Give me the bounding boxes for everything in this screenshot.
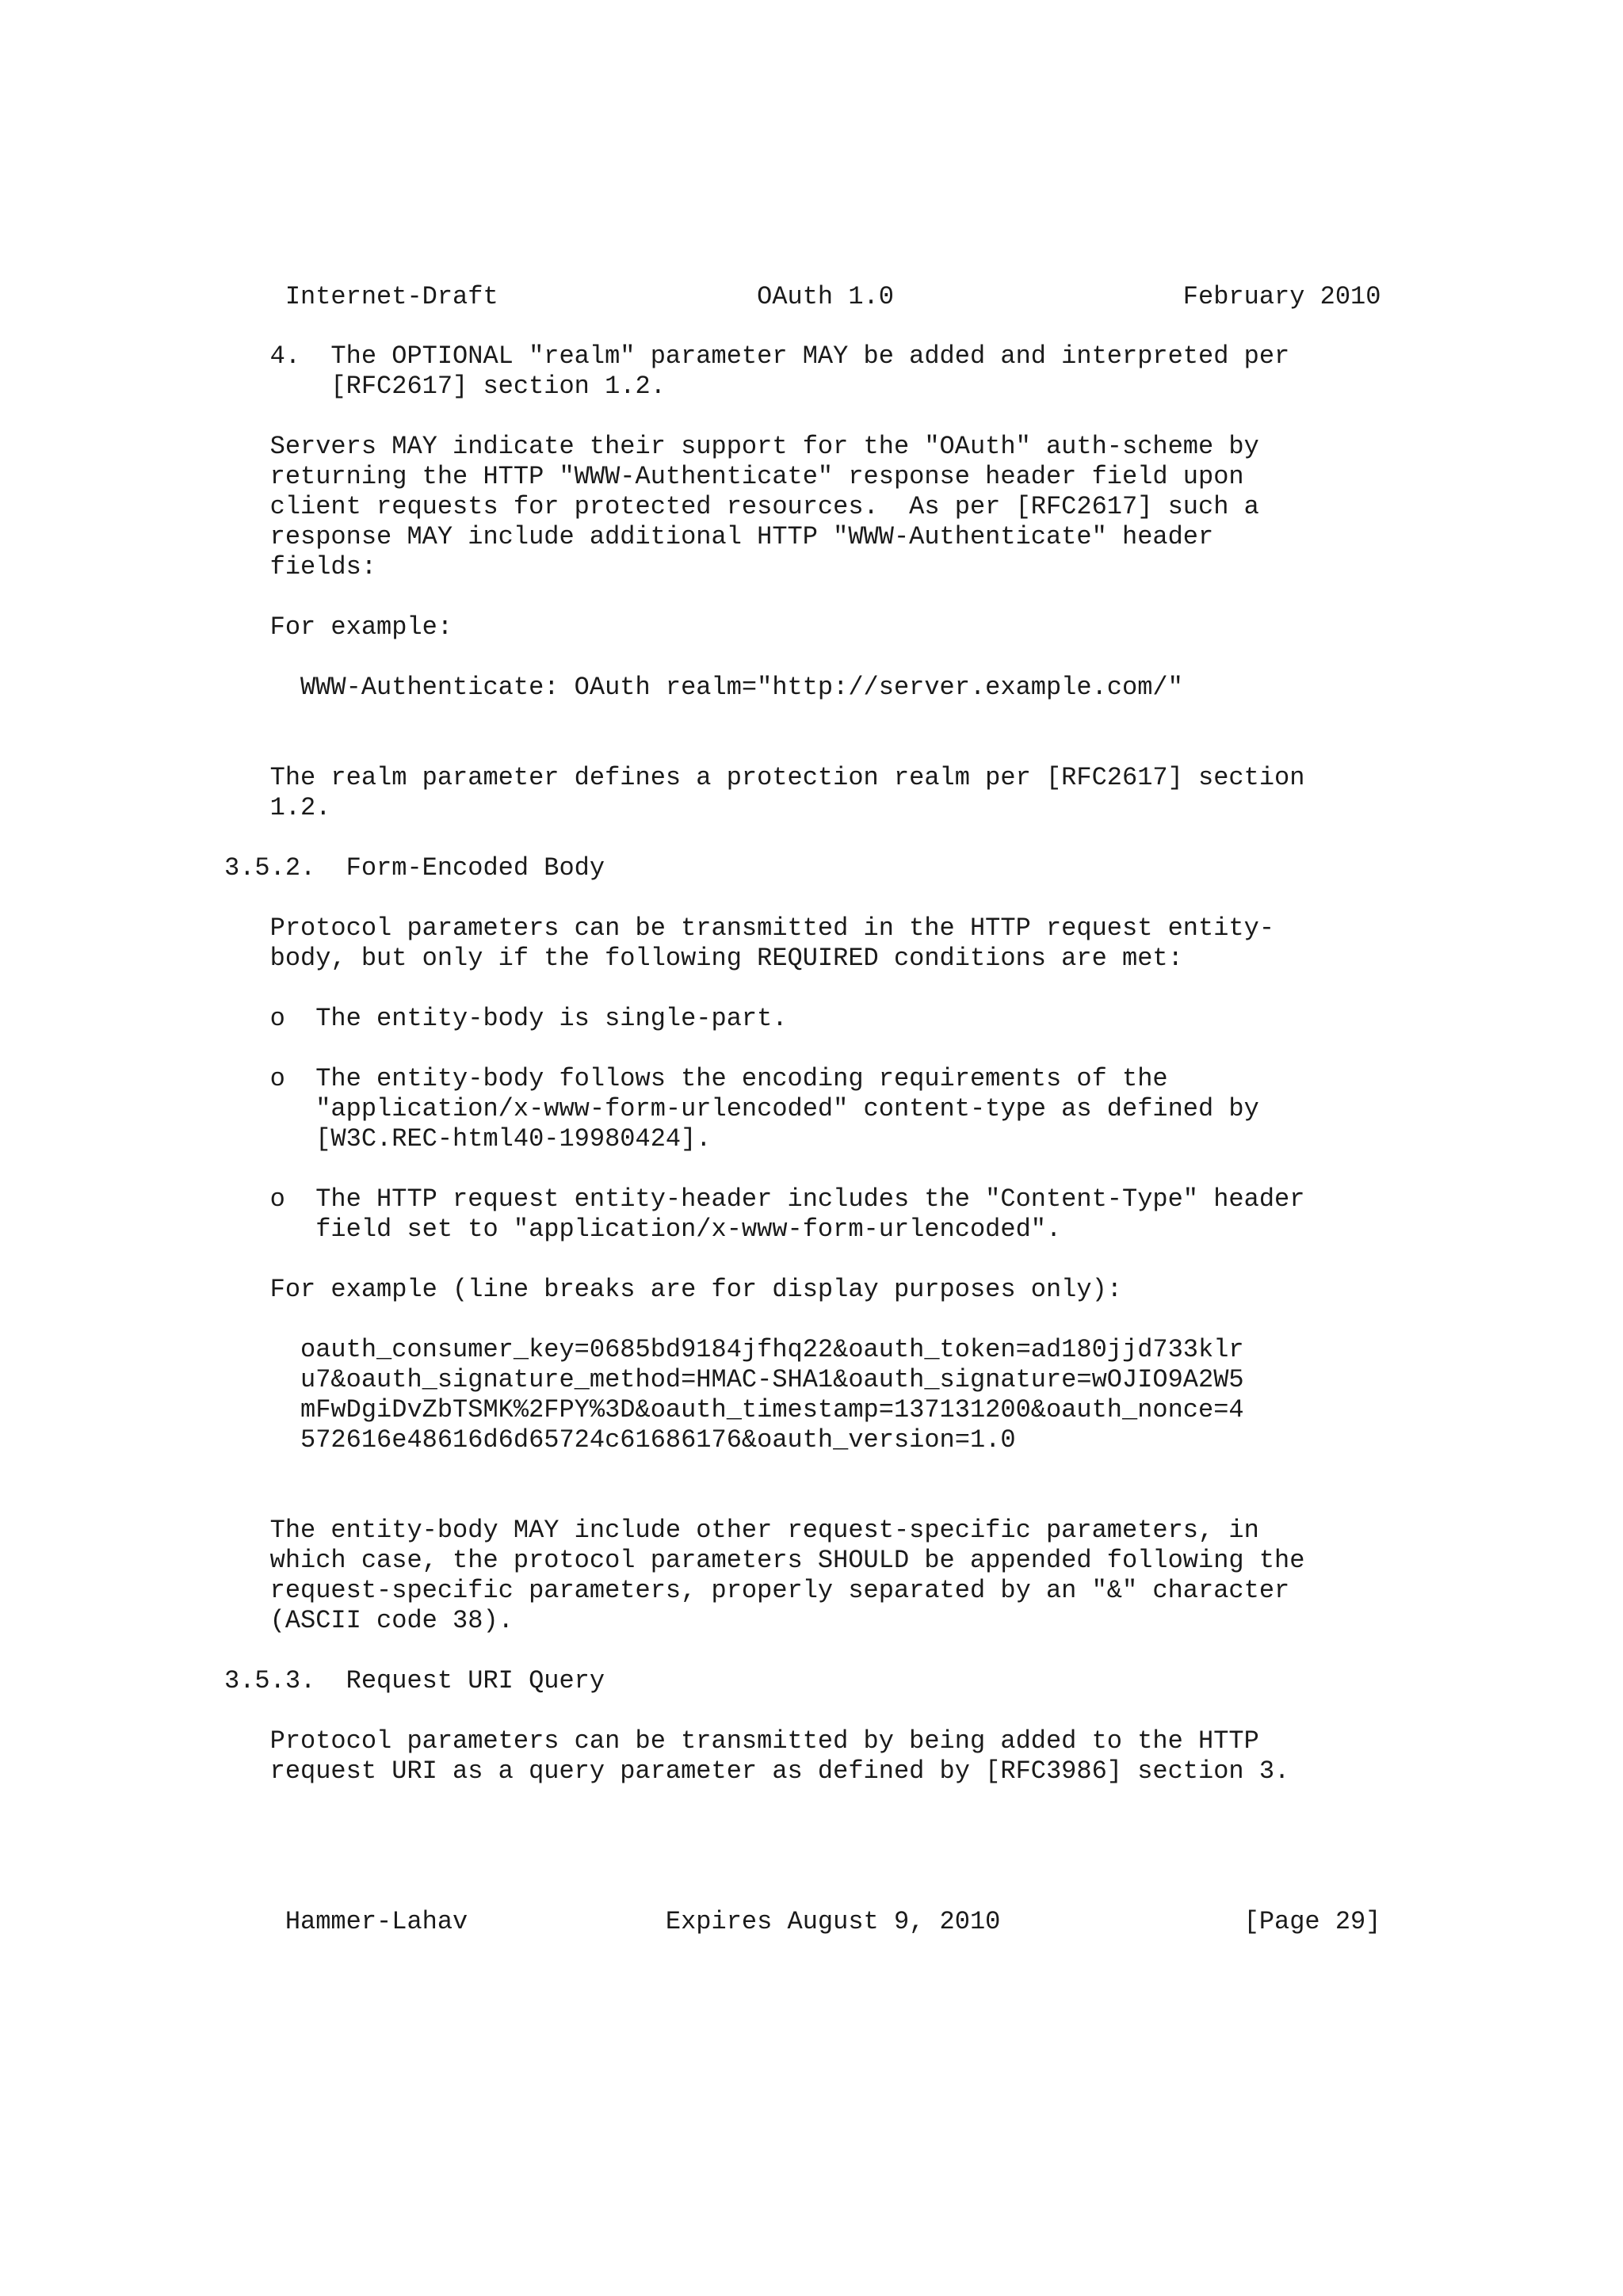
bullet-2-line-3: [W3C.REC-html40-19980424].	[224, 1124, 712, 1154]
for-example-label: For example:	[224, 612, 453, 642]
code-example-line-1: oauth_consumer_key=0685bd9184jfhq22&oauth_token=ad180jjd733klr	[224, 1335, 1244, 1364]
footer-gap-1	[468, 1907, 666, 1936]
servers-paragraph-line-1: Servers MAY indicate their support for the "OAuth" auth-scheme by	[224, 432, 1259, 461]
closing-paragraph-line-3: request-specific parameters, properly separated by an "&" character	[224, 1576, 1290, 1605]
page-header	[224, 252, 1381, 342]
footer-gap-2	[1000, 1907, 1243, 1936]
servers-paragraph-line-5: fields:	[224, 552, 377, 582]
bullet-2-line-2: "application/x-www-form-urlencoded" content-type as defined by	[224, 1094, 1259, 1123]
servers-paragraph-line-2: returning the HTTP "WWW-Authenticate" response header field upon	[224, 462, 1244, 491]
bullet-3-line-1: o The HTTP request entity-header includes the "Content-Type" header	[224, 1184, 1305, 1214]
header-left: Internet-Draft	[285, 282, 498, 311]
code-example-line-3: mFwDgiDvZbTSMK%2FPY%3D&oauth_timestamp=137131200&oauth_nonce=4	[224, 1395, 1244, 1425]
section-3-5-3-heading: 3.5.3. Request URI Query	[224, 1666, 605, 1695]
for-example-display-label: For example (line breaks are for display purposes only):	[224, 1275, 1122, 1304]
section-3-5-2-intro-line-1: Protocol parameters can be transmitted in the HTTP request entity-	[224, 913, 1275, 943]
www-authenticate-example: WWW-Authenticate: OAuth realm="http://server.example.com/"	[224, 673, 1183, 702]
closing-paragraph-line-2: which case, the protocol parameters SHOULD be appended following the	[224, 1546, 1305, 1575]
page-footer	[224, 1877, 1381, 1967]
closing-paragraph-line-1: The entity-body MAY include other request-specific parameters, in	[224, 1516, 1259, 1545]
footer-right: [Page 29]	[1243, 1907, 1381, 1936]
section-3-5-2-intro-line-2: body, but only if the following REQUIRED conditions are met:	[224, 944, 1183, 973]
bullet-3-line-2: field set to "application/x-www-form-urlencoded".	[224, 1215, 1062, 1244]
list-item-4-line-1: 4. The OPTIONAL "realm" parameter MAY be added and interpreted per	[224, 341, 1290, 371]
servers-paragraph-line-3: client requests for protected resources. As per [RFC2617] such a	[224, 492, 1259, 521]
header-gap-1	[498, 282, 757, 311]
servers-paragraph-line-4: response MAY include additional HTTP "WWW-Authenticate" header	[224, 522, 1214, 551]
footer-left: Hammer-Lahav	[285, 1907, 468, 1936]
section-3-5-3-intro-line-1: Protocol parameters can be transmitted by being added to the HTTP	[224, 1726, 1259, 1756]
realm-paragraph-line-1: The realm parameter defines a protection realm per [RFC2617] section	[224, 763, 1305, 792]
code-example-line-4: 572616e48616d6d65724c61686176&oauth_version=1.0	[224, 1425, 1016, 1455]
header-gap-2	[894, 282, 1183, 311]
footer-center: Expires August 9, 2010	[665, 1907, 1001, 1936]
header-center: OAuth 1.0	[757, 282, 894, 311]
closing-paragraph-line-4: (ASCII code 38).	[224, 1606, 514, 1635]
code-example-line-2: u7&oauth_signature_method=HMAC-SHA1&oauth_signature=wOJIO9A2W5	[224, 1365, 1244, 1394]
header-right: February 2010	[1182, 282, 1381, 311]
list-item-4-line-2: [RFC2617] section 1.2.	[224, 372, 666, 401]
realm-paragraph-line-2: 1.2.	[224, 793, 331, 822]
bullet-1-line-1: o The entity-body is single-part.	[224, 1004, 788, 1033]
section-3-5-2-heading: 3.5.2. Form-Encoded Body	[224, 853, 605, 883]
section-3-5-3-intro-line-2: request URI as a query parameter as defined by [RFC3986] section 3.	[224, 1756, 1290, 1786]
bullet-2-line-1: o The entity-body follows the encoding requirements of the	[224, 1064, 1168, 1093]
